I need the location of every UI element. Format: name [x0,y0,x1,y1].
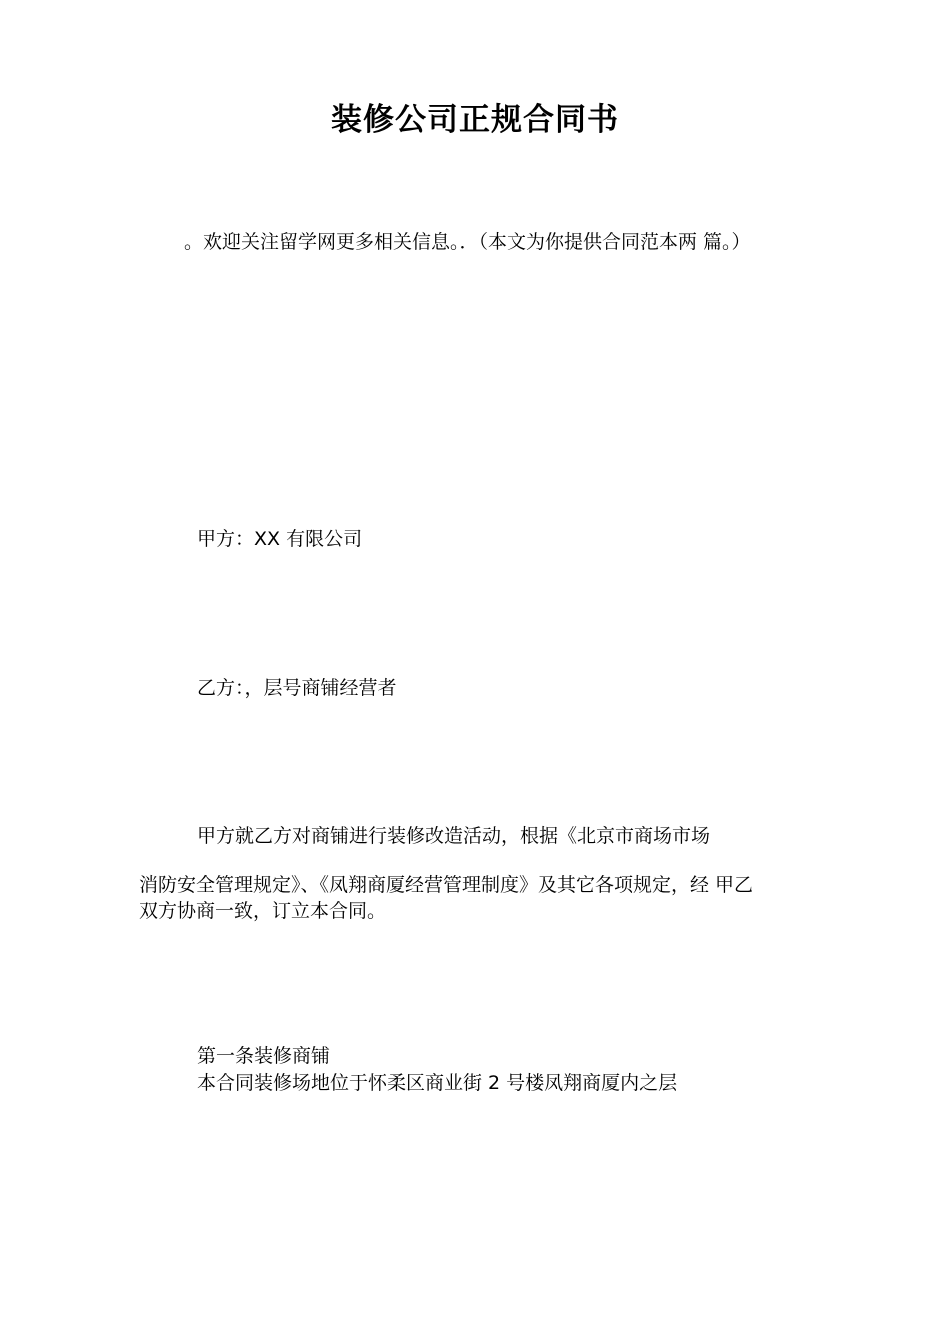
party-a-line: 甲方：XX 有限公司 [197,528,363,550]
article-1-title: 第一条装修商铺 [197,1045,331,1067]
paragraph-line-2: 消防安全管理规定》、《凤翔商厦经营管理制度》及其它各项规定，经 甲乙 [139,874,754,896]
paragraph-line-1: 甲方就乙方对商铺进行装修改造活动，根据《北京市商场市场 [197,825,711,847]
intro-text: 。欢迎关注留学网更多相关信息。．（本文为你提供合同范本两 篇。） [184,231,751,253]
document-title: 装修公司正规合同书 [331,102,619,138]
party-b-line: 乙方：，层号商铺经营者 [197,677,397,699]
paragraph-line-3: 双方协商一致，订立本合同。 [139,900,387,922]
article-1-body: 本合同装修场地位于怀柔区商业街 2 号楼凤翔商厦内之层 [197,1072,678,1094]
